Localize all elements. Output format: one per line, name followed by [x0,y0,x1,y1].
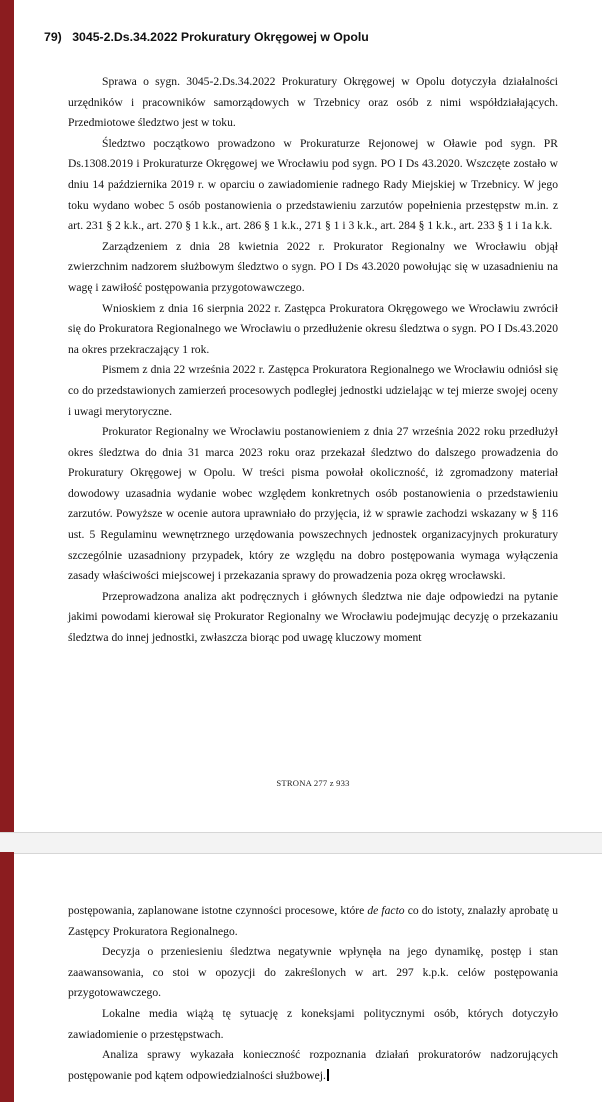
page-body [68,901,558,1086]
section-number: 79) [44,30,62,44]
text-cursor [327,1069,329,1081]
paragraph [68,1045,558,1086]
italic-term: de facto [367,904,405,917]
page-margin-bar [0,852,14,1102]
section-title: 3045-2.Ds.34.2022 Prokuratury Okręgowej w Opolu [72,30,369,44]
paragraph: Wnioskiem z dnia 16 sierpnia 2022 r. Zastępca Prokuratora Okręgowego we Wrocławiu zwrócił się do Prokuratora Regionalnego we Wrocławiu o przedłużenie okresu śledztwa o sygn. PO I Ds.43.2020 na okres przekraczający 1 rok. [68,301,558,356]
paragraph-text: postępowania, zaplanowane istotne czynności procesowe, które [68,904,368,917]
page-number: STRONA 277 z 933 [276,778,350,788]
paragraph [68,901,558,942]
paragraph-text: co do istoty, znalazły aprobatę u Zastępcy Prokuratora Regionalnego. [68,904,558,938]
paragraph: Lokalne media wiążą tę sytuację z koneksjami politycznymi osób, których dotyczyło zawiadomienie o przestępstwach. [68,1006,558,1041]
page-body [68,72,558,649]
page-margin-bar [0,0,14,832]
section-heading [44,30,369,44]
paragraph: Decyzja o przeniesieniu śledztwa negatywnie wpłynęła na jego dynamikę, postęp i stan zaawansowania, co stoi w opozycji do zakreślonych w art. 297 k.p.k. celów postępowania przygotowawczego. [68,945,558,1000]
paragraph: Prokurator Regionalny we Wrocławiu postanowieniem z dnia 27 września 2022 roku przedłużył okres śledztwa do dnia 31 marca 2023 roku oraz przekazał śledztwo do dalszego prowadzenia do Prokuratury Okręgowej w Opolu. W treści pisma powołał okoliczność, iż zgromadzony materiał dowodowy uzasadnia wydanie wobec względem konkretnych osób postanowienia o przedstawieniu zarzutów. Powyższe w ocenie autora uprawniało do przyjęcia, iż w sprawie zachodzi wskazany w § 116 ust. 5 Regulaminu wewnętrznego urzędowania powszechnych jednostek organizacyjnych prokuratury szczególnie uzasadniony przypadek, który ze względu na dobro postępowania wymaga wyłączenia zasady właściwości miejscowej i przekazania sprawy do prowadzenia poza okręg wrocławski. [68,425,558,583]
paragraph: Śledztwo początkowo prowadzono w Prokuraturze Rejonowej w Oławie pod sygn. PR Ds.1308.2019 i Prokuraturze Okręgowej we Wrocławiu pod sygn. PO I Ds 43.2020. Wszczęte zostało w dniu 14 października 2019 r. w oparciu o zawiadomienie radnego Rady Miejskiej w Trzebnicy. W jego toku wydano wobec 5 osób postanowienia o przedstawieniu zarzutów popełnienia przestępstw m.in. z art. 231 § 2 k.k., art. 270 § 1 k.k., art. 286 § 1 k.k., 271 § 1 i 3 k.k., art. 284 § 1 k.k., art. 233 § 1 i 1a k.k. [68,136,558,233]
paragraph-text: Analiza sprawy wykazała konieczność rozpoznania działań prokuratorów nadzorujących postępowanie pod kątem odpowiedzialności służbowej. [68,1048,558,1082]
paragraph: Zarządzeniem z dnia 28 kwietnia 2022 r. Prokurator Regionalny we Wrocławiu objął zwierzchnim nadzorem służbowym śledztwo o sygn. PO I Ds 43.2020 powołując się w uzasadnieniu na wagę i zawiłość postępowania przygotowawczego. [68,239,558,294]
paragraph: Pismem z dnia 22 września 2022 r. Zastępca Prokuratora Regionalnego we Wrocławiu odniósł się co do przedstawionych zamierzeń procesowych podległej jednostki udzielając w tej mierze swojej oceny i uwagi merytoryczne. [68,363,558,418]
paragraph: Sprawa o sygn. 3045-2.Ds.34.2022 Prokuratury Okręgowej w Opolu dotyczyła działalności urzędników i pracowników samorządowych w Trzebnicy oraz osób z nimi współdziałających. Przedmiotowe śledztwo jest w toku. [68,75,558,130]
paragraph: Przeprowadzona analiza akt podręcznych i głównych śledztwa nie daje odpowiedzi na pytanie jakimi powodami kierował się Prokurator Regionalny we Wrocławiu podejmując decyzję o przekazaniu śledztwa do innej jednostki, zwłaszcza biorąc pod uwagę kluczowy moment [68,589,558,645]
page-break [0,832,602,854]
